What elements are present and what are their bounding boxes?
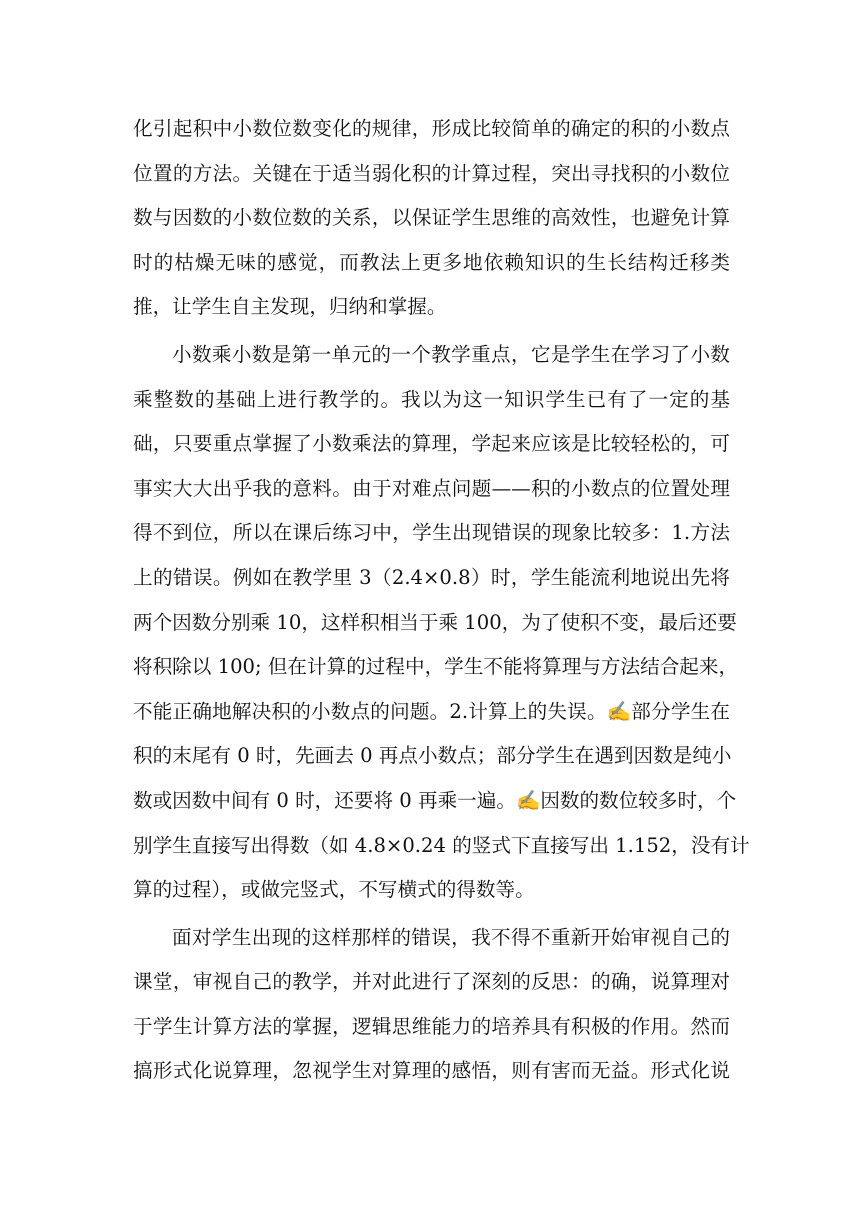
text-line: 化引起积中小数位数变化的规律，形成比较简单的确定的积的小数点 [133, 117, 730, 140]
text-line: 算的过程），或做完竖式，不写横式的得数等。 [133, 878, 535, 902]
text-line: 事实大大出乎我的意料。由于对难点问题——积的小数点的位置处理 [133, 476, 730, 500]
text-line: 时的枯燥无味的感觉，而教法上更多地依赖知识的生长结构迁移类 [133, 250, 730, 274]
text-line: 上的错误。例如在教学里 3（2.4×0.8）时，学生能流利地说出先将 [133, 565, 730, 589]
document-body [133, 107, 750, 1094]
text-line: 将积除以 100; 但在计算的过程中，学生不能将算理与方法结合起来， [133, 655, 739, 679]
text-line: 别学生直接写出得数（如 4.8×0.24 的竖式下直接写出 1.152，没有计 [133, 833, 750, 857]
paragraph-3 [133, 916, 730, 1094]
text-line: 得不到位，所以在课后练习中，学生出现错误的现象比较多：1.方法 [133, 521, 730, 545]
text-line: 于学生计算方法的掌握，逻辑思维能力的培养具有积极的作用。然而 [133, 1014, 730, 1038]
text-line: 积的末尾有 0 时，先画去 0 再点小数点；部分学生在遇到因数是纯小 [133, 744, 732, 768]
paragraph-1 [133, 107, 730, 330]
text-line: 课堂，审视自己的教学，并对此进行了深刻的反思：的确，说算理对 [133, 970, 730, 994]
text-line: 数与因数的小数位数的关系，以保证学生思维的高效性，也避免计算 [133, 206, 730, 230]
text-line: 推，让学生自主发现，归纳和掌握。 [133, 295, 447, 319]
text-line: 乘整数的基础上进行教学的。我以为这一知识学生已有了一定的基 [133, 387, 730, 411]
text-line: 础，只要重点掌握了小数乘法的算理，学起来应该是比较轻松的，可 [133, 432, 730, 456]
text-line: 位置的方法。关键在于适当弱化积的计算过程，突出寻找积的小数位 [133, 161, 730, 185]
text-line: 两个因数分别乘 10，这样积相当于乘 100，为了使积不变，最后还要 [133, 610, 737, 634]
text-line: 数或因数中间有 0 时，还要将 0 再乘一遍。✍因数的数位较多时，个 [133, 788, 737, 812]
text-line: 面对学生出现的这样那样的错误，我不得不重新开始审视自己的 [172, 925, 730, 949]
text-line: 不能正确地解决积的小数点的问题。2.计算上的失误。✍部分学生在 [133, 699, 730, 723]
paragraph-2 [133, 333, 750, 913]
text-line: 小数乘小数是第一单元的一个教学重点，它是学生在学习了小数 [172, 342, 730, 366]
text-line: 搞形式化说算理，忽视学生对算理的感悟，则有害而无益。形式化说 [133, 1059, 730, 1083]
